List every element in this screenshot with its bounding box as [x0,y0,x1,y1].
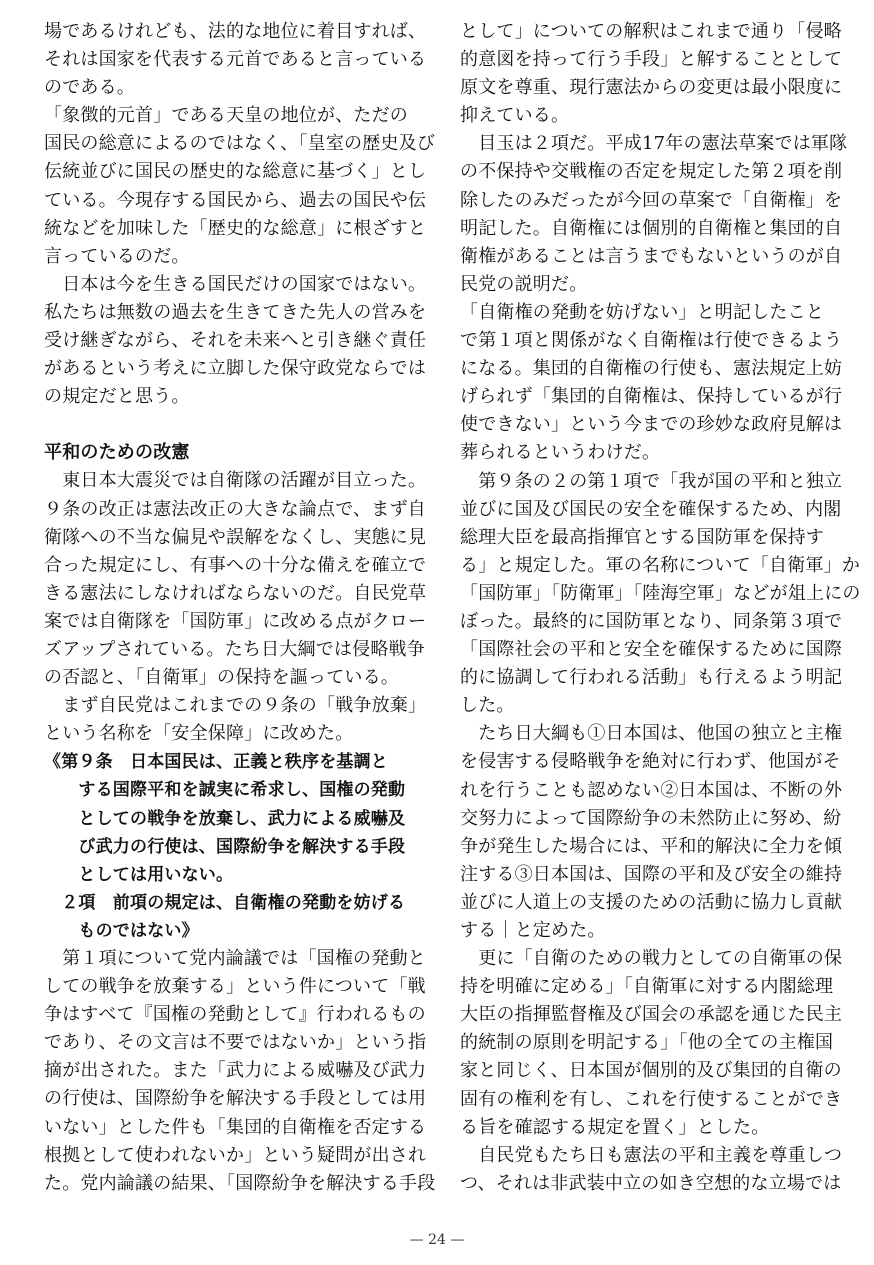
text-line: 伝統並びに国民の歴史的な総意に基づく」とし [44,161,427,183]
text-line: げられず「集団的自衛権は、保持しているが行 [460,386,843,408]
quote-line: する国際平和を誠実に希求し、国権の発動 [44,780,406,801]
left-text-block [44,18,436,411]
text-line: 自民党もたち日も憲法の平和主義を尊重しつ [460,1144,843,1166]
quote-line: ものではない》 [44,920,199,941]
text-line: 大臣の指揮監督権及び国会の承認を通じた民主 [460,1004,843,1026]
text-line: ズアップされている。たち日大綱では侵略戦争 [44,638,425,660]
text-line: 持を明確に定める」「自衛軍に対する内閣総理 [460,976,834,998]
text-line: 場であるけれども、法的な地位に着目すれば、 [44,21,427,42]
text-line: の規定だと思う。 [44,386,190,408]
text-line: 合った規定にし、有事への十分な備えを確立で [44,554,427,576]
text-line: きる憲法にしなければならないのだ。自民党草 [44,582,427,604]
left-text-after-quote [44,945,436,1198]
quote-line: としての戦争を放棄し、武力による威嚇及 [44,808,406,829]
right-text-block [460,18,861,1198]
text-line: 的意図を持って行う手段」と解することとして [460,49,843,71]
text-line: 私たちは無数の過去を生きてきた先人の営みを [44,301,427,323]
text-line: 「象徴的元首」である天皇の地位が、ただの [44,105,408,127]
text-line: 原文を尊重、現行憲法からの変更は最小限度に [460,77,843,99]
text-line: まず自民党はこれまでの９条の「戦争放棄」 [44,695,427,717]
text-line: であり、その文言は不要ではないか」という指 [44,1032,427,1054]
text-line: 除したのみだったが今回の草案で「自衛権」を [460,189,843,211]
text-line: 葬られるというわけだ。 [460,442,661,464]
text-line: として」についての解釈はこれまで通り「侵略 [460,21,842,42]
text-line: 「国防軍」「防衛軍」「陸海空軍」などが俎上にの [460,582,861,604]
text-line: という名称を「安全保障」に改めた。 [44,723,354,745]
text-line: 統などを加味した「歴史的な総意」に根ざすと [44,217,427,239]
text-line: 第９条の２の第１項で「我が国の平和と独立 [460,470,843,492]
text-line: 総理大臣を最高指揮官とする国防軍を保持す [460,526,824,548]
text-line: 並びに人道上の支援のための活動に協力し貢献 [460,891,843,913]
text-line: 争が発生した場合には、平和的解決に全力を傾 [460,835,843,857]
section-heading: 平和のための改憲 [44,442,190,464]
text-line: 国民の総意によるのではなく、「皇室の歴史及び [44,133,436,155]
text-line: 言っているのだ。 [44,245,190,267]
text-line: 更に「自衛のための戦力としての自衛軍の保 [460,948,843,970]
text-line: 争はすべて『国権の発動として』行われるもの [44,1004,426,1026]
text-line: 根拠として使われないか」という疑問が出され [44,1144,427,1166]
text-line: 固有の権利を有し、これを行使することができ [460,1088,843,1110]
text-line: 目玉は２項だ。平成17年の憲法草案では軍隊 [460,133,848,155]
text-line: る」と規定した。軍の名称について「自衛軍」か [460,554,861,576]
section-gap [44,411,416,439]
text-line: 日本は今を生きる国民だけの国家ではない。 [44,273,427,295]
text-line: た。党内論議の結果、「国際紛争を解決する手段 [44,1172,436,1194]
text-line: いない」とした件も「集団的自衛権を否定する [44,1116,427,1138]
text-line: 東日本大震災では自衛隊の活躍が目立った。 [44,470,427,492]
text-line: 抑えている。 [460,105,570,127]
text-line: のである。 [44,77,135,99]
text-line: 的統制の原則を明記する」「他の全ての主権国 [460,1032,834,1054]
left-text-after-heading [44,467,427,748]
text-line: 受け継ぎながら、それを未来へと引き継ぐ責任 [44,330,427,352]
text-line: 注する③日本国は、国際の平和及び安全の維持 [460,863,843,885]
text-line: 家と同じく、日本国が個別的及び集団的自衛の [460,1060,842,1082]
text-line: ぼった。最終的に国防軍となり、同条第３項で [460,610,843,632]
text-line: 摘が出された。また「武力による威嚇及び武力 [44,1060,427,1082]
text-line: 第１項について党内論議では「国権の発動と [44,948,426,969]
text-line: の否認と、「自衛軍」の保持を謳っている。 [44,667,399,689]
text-line: で第１項と関係がなく自衛権は行使できるよう [460,330,843,352]
left-column [44,18,436,1198]
article-9-quote [44,748,416,945]
text-line: を侵害する侵略戦争を絶対に行わず、他国がそ [460,751,841,773]
text-line: ている。今現存する国民から、過去の国民や伝 [44,189,427,211]
text-line: ９条の改正は憲法改正の大きな論点で、まず自 [44,498,426,520]
text-line: する｜と定めた。 [460,920,606,941]
text-line: 並びに国及び国民の安全を確保するため、内閣 [460,498,842,520]
text-line: 衛隊への不当な偏見や誤解をなくし、実態に見 [44,526,427,548]
text-line: の行使は、国際紛争を解決する手段としては用 [44,1088,427,1110]
text-line: 交努力によって国際紛争の未然防止に努め、紛 [460,807,842,829]
text-line: しての戦争を放棄する」という件について「戦 [44,976,426,998]
quote-line: 《第９条 日本国民は、正義と秩序を基調と [44,752,388,773]
text-line: る旨を確認する規定を置く」とした。 [460,1116,770,1138]
text-line: つ、それは非武装中立の如き空想的な立場では [460,1172,842,1194]
text-line: 衛権があることは言うまでもないというのが自 [460,245,843,267]
quote-line: ２項 前項の規定は、自衛権の発動を妨げる [44,892,406,913]
text-line: たち日大綱も①日本国は、他国の独立と主権 [460,723,843,745]
text-line: 民党の説明だ。 [460,273,588,295]
text-line: した。 [460,695,515,717]
text-line: 明記した。自衛権には個別的自衛権と集団的自 [460,217,843,239]
text-line: 「自衛権の発動を妨げない」と明記したこと [460,301,824,323]
text-line: それは国家を代表する元首であると言っている [44,49,427,71]
text-line: れを行うことも認めない②日本国は、不断の外 [460,779,843,801]
text-line: があるという考えに立脚した保守政党ならでは [44,358,427,380]
page-number: — 24 — [409,1232,465,1248]
text-line: 案では自衛隊を「国防軍」に改める点がクロー [44,610,427,632]
text-line: 「国際社会の平和と安全を確保するために国際 [460,639,843,661]
text-line: 使できない」という今までの珍妙な政府見解は [460,414,843,436]
text-line: になる。集団的自衛権の行使も、憲法規定上妨 [460,358,843,380]
text-line: 的に協調して行われる活動」も行えるよう明記 [460,667,843,689]
text-line: の不保持や交戦権の否定を規定した第２項を削 [460,161,843,183]
quote-line: としては用いない。 [44,864,234,885]
right-column [460,18,861,1198]
quote-line: び武力の行使は、国際紛争を解決する手段 [44,836,406,857]
